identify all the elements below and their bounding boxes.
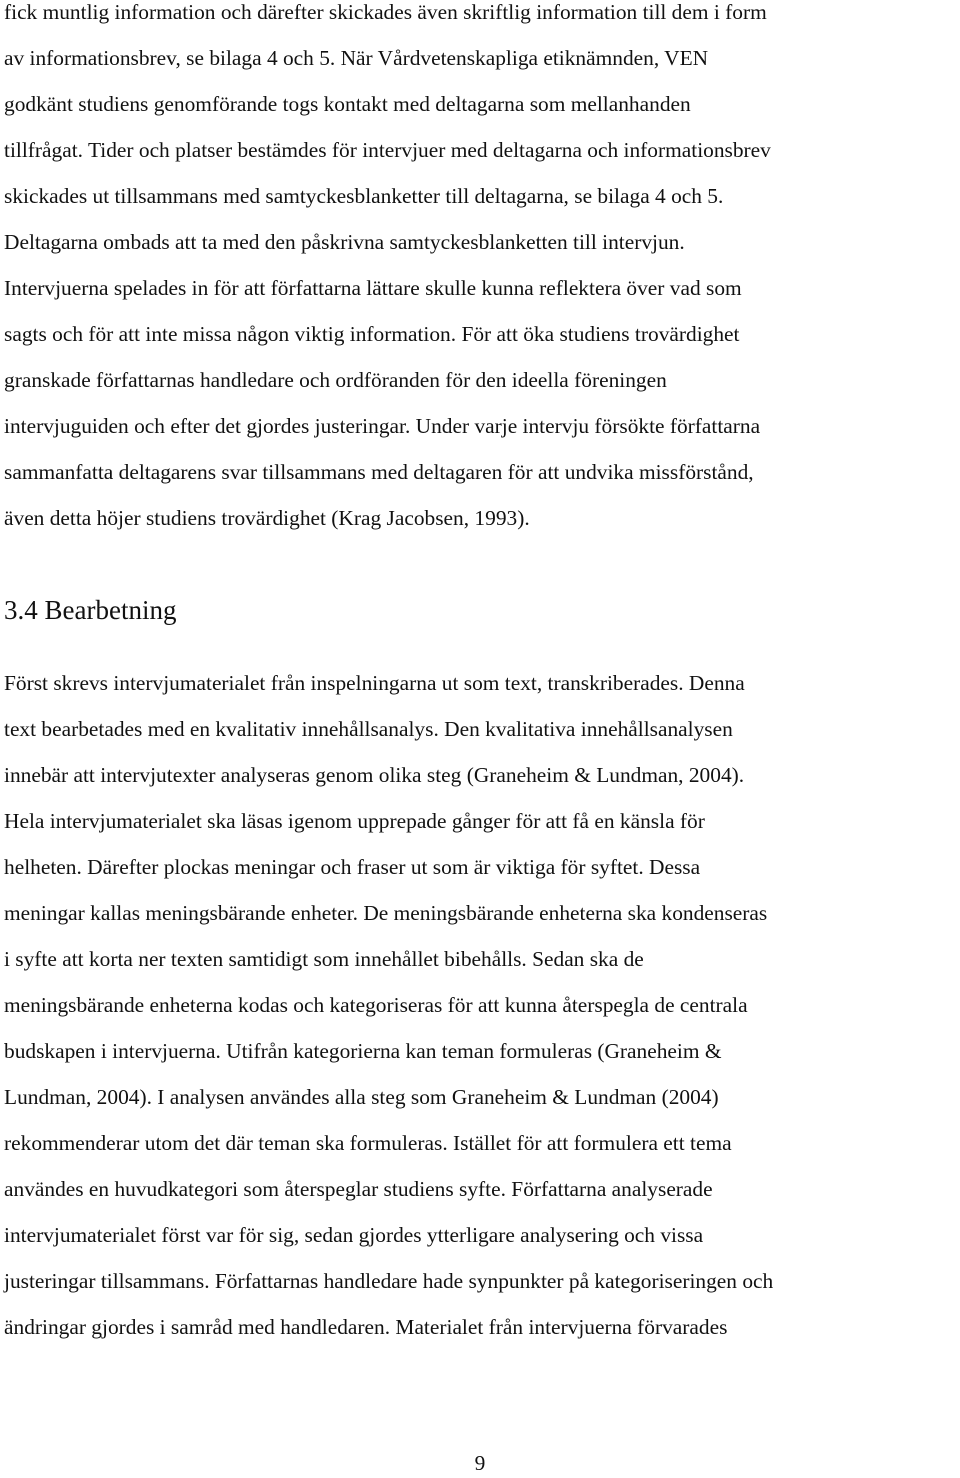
text-line: Intervjuerna spelades in för att författarna lättare skulle kunna reflektera över vad som bbox=[4, 276, 742, 300]
text-line: skickades ut tillsammans med samtyckesblanketter till deltagarna, se bilaga 4 och 5. bbox=[4, 184, 724, 208]
text-line: ändringar gjordes i samråd med handledaren. Materialet från intervjuerna förvarades bbox=[4, 1315, 728, 1339]
text-line: även detta höjer studiens trovärdighet (Krag Jacobsen, 1993). bbox=[4, 506, 530, 530]
text-line: sammanfatta deltagarens svar tillsammans med deltagaren för att undvika missförstånd, bbox=[4, 460, 754, 484]
body-paragraph bbox=[4, 0, 960, 549]
text-line: Deltagarna ombads att ta med den påskrivna samtyckesblanketten till intervjun. bbox=[4, 230, 685, 254]
text-line: av informationsbrev, se bilaga 4 och 5. När Vårdvetenskapliga etiknämnden, VEN bbox=[4, 46, 709, 70]
body-paragraph bbox=[4, 668, 960, 1358]
page-number: 9 bbox=[474, 1451, 486, 1475]
text-line: Lundman, 2004). I analysen användes alla steg som Graneheim & Lundman (2004) bbox=[4, 1085, 719, 1109]
text-line: granskade författarnas handledare och ordföranden för den ideella föreningen bbox=[4, 368, 667, 392]
text-line: helheten. Därefter plockas meningar och fraser ut som är viktiga för syftet. Dessa bbox=[4, 855, 701, 879]
text-line: meningar kallas meningsbärande enheter. De meningsbärande enheterna ska kondenseras bbox=[4, 901, 768, 925]
text-line: sagts och för att inte missa någon viktig information. För att öka studiens trovärdighet bbox=[4, 322, 740, 346]
text-line: tillfrågat. Tider och platser bestämdes för intervjuer med deltagarna och informationsbrev bbox=[4, 138, 771, 162]
text-line: text bearbetades med en kvalitativ innehållsanalys. Den kvalitativa innehållsanalysen bbox=[4, 717, 733, 741]
text-line: fick muntlig information och därefter skickades även skriftlig information till dem i form bbox=[4, 0, 767, 24]
text-line: i syfte att korta ner texten samtidigt som innehållet bibehålls. Sedan ska de bbox=[4, 947, 644, 971]
text-line: intervjumaterialet först var för sig, sedan gjordes ytterligare analysering och vissa bbox=[4, 1223, 704, 1247]
text-line: justeringar tillsammans. Författarnas handledare hade synpunkter på kategoriseringen och bbox=[4, 1269, 774, 1293]
text-line: rekommenderar utom det där teman ska formuleras. Istället för att formulera ett tema bbox=[4, 1131, 732, 1155]
text-line: meningsbärande enheterna kodas och kategoriseras för att kunna återspegla de centrala bbox=[4, 993, 748, 1017]
text-line: Hela intervjumaterialet ska läsas igenom upprepade gånger för att få en känsla för bbox=[4, 809, 705, 833]
text-line: användes en huvudkategori som återspeglar studiens syfte. Författarna analyserade bbox=[4, 1177, 713, 1201]
text-line: budskapen i intervjuerna. Utifrån kategorierna kan teman formuleras (Graneheim & bbox=[4, 1039, 722, 1063]
text-line: intervjuguiden och efter det gjordes justeringar. Under varje intervju försökte författarna bbox=[4, 414, 761, 438]
section-heading: 3.4 Bearbetning bbox=[4, 595, 177, 625]
text-line: innebär att intervjutexter analyseras genom olika steg (Graneheim & Lundman, 2004). bbox=[4, 763, 745, 787]
text-line: godkänt studiens genomförande togs kontakt med deltagarna som mellanhanden bbox=[4, 92, 691, 116]
text-line: Först skrevs intervjumaterialet från inspelningarna ut som text, transkriberades. Denna bbox=[4, 671, 745, 695]
